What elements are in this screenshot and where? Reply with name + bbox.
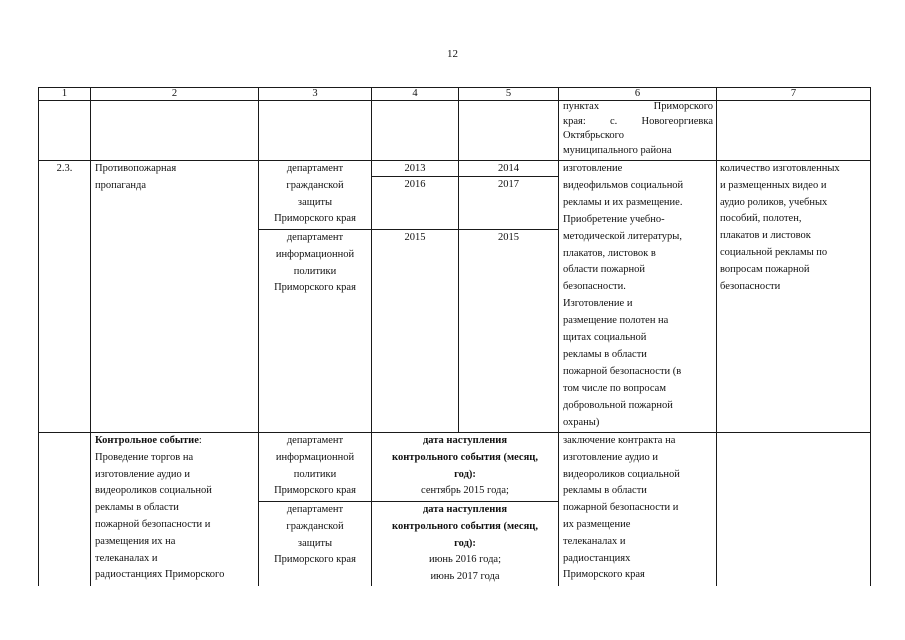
text-line: департамент [286,435,344,446]
end-year: 2015 [498,232,519,243]
activities-table [38,87,871,586]
date-value: июнь 2017 года [430,571,500,583]
text-line: края: с. Новогеоргиевка [563,115,713,127]
text-line: гражданской [286,179,344,191]
end-year: 2014 [498,163,519,174]
text-line: Приморского края [563,569,645,581]
control-event-label: Контрольное событие [95,435,199,446]
text-line: добровольной пожарной [563,399,673,411]
column-divider [716,87,717,586]
executor-department [259,433,371,500]
text-line: пожарной безопасности и [95,518,211,530]
text-line: видеороликов социальной [95,485,212,497]
text-line: охраны) [563,416,600,428]
header-cell: 5 [505,88,512,99]
executor-department [259,230,371,297]
text-line: дата наступления [422,435,508,446]
text-line: щитах социальной [563,332,647,344]
column-divider [458,87,459,433]
text-line: дата наступления [422,504,508,515]
text-line: Приморского края [274,554,356,566]
text-line: Приобретение учебно- [563,213,665,225]
text-line: их размещение [563,518,631,530]
text-line: рекламы в области [563,348,647,360]
text-line: защиты [297,196,333,208]
column-divider [558,87,559,586]
measures-description [563,161,715,432]
item-number: 2.3. [56,163,73,174]
text-line: контрольного события (месяц, [392,520,538,532]
text-line: информационной [275,451,355,463]
text-line: безопасности. [563,281,626,293]
start-year: 2015 [404,232,426,243]
text-line: том числе по вопросам [563,382,666,394]
text-line: размещения их на [95,535,176,547]
page-number: 12 [447,48,458,60]
start-year: 2016 [404,179,426,190]
text-line: телеканалах и [95,552,158,564]
header-divider [38,100,871,101]
text-line: изготовление аудио и [563,451,659,463]
text-line: Октябрьского [563,130,624,141]
text-line: политики [293,265,337,277]
date-value: сентябрь 2015 года; [421,485,509,497]
control-event-date [372,433,558,500]
text-line: размещение полотен на [563,315,669,327]
text-line: плакатов и листовок [720,230,811,242]
text-line: области пожарной [563,264,645,276]
text-line: муниципального района [563,144,672,156]
executor-department [259,161,371,228]
text-line: Приморского края [274,213,356,225]
control-event-heading [95,433,257,450]
text-line: год): [454,537,476,549]
header-cell: 3 [312,88,318,99]
header-cell: 1 [61,88,68,99]
text-line: департамент [286,504,344,515]
text-line: безопасности [720,280,781,292]
text-line: гражданской [286,520,344,532]
text-line: видеороликов социальной [563,468,680,480]
control-event-date [372,502,558,586]
text-line: рекламы и их размещение. [563,196,683,208]
text-line: изготовление [563,163,623,174]
text-line: видеофильмов социальной [563,179,684,191]
text-line: Изготовление и [563,298,633,310]
date-value: июнь 2016 года; [428,554,502,566]
text-line: пожарной безопасности (в [563,365,682,377]
item-title [95,161,255,195]
text-line: вопросам пожарной [720,263,810,275]
text-line: Противопожарная [95,163,177,174]
text-line: аудио роликов, учебных [720,196,828,208]
end-year: 2017 [498,179,519,190]
indicators-description [720,161,869,295]
text-line: год): [454,468,476,480]
text-line: политики [293,468,337,480]
text-line: социальной рекламы по [720,246,828,258]
control-event-label-suffix: : [198,435,202,446]
text-line: рекламы в области [563,485,647,497]
table-border-right [870,87,871,586]
text-line: изготовление аудио и [95,468,191,480]
text-line: информационной [275,248,355,260]
text-line: плакатов, листовок в [563,247,656,259]
text-line: Проведение торгов на [95,451,194,463]
text-line: Приморского края [274,485,356,497]
text-line: методической литературы, [563,230,682,242]
control-event-result [563,433,715,584]
text-line: пунктах Приморского [563,101,713,112]
text-line: количество изготовленных [720,163,840,174]
executor-department [259,502,371,569]
text-line: Приморского края [274,282,356,294]
text-line: защиты [297,537,333,549]
text-line: департамент [286,163,344,174]
continuation-measures-cell [563,100,713,160]
header-cell: 2 [171,88,178,99]
text-line: радиостанциях [563,552,631,564]
text-line: контрольного события (месяц, [392,451,538,463]
start-year: 2013 [404,163,426,174]
control-event-description [95,433,257,584]
header-cell: 7 [790,88,797,99]
text-line: пропаганда [95,179,146,191]
column-divider [90,87,91,586]
text-line: пособий, полотен, [720,213,802,225]
text-line: и размещенных видео и [720,179,827,191]
header-cell: 6 [634,88,641,99]
text-line: радиостанциях Приморского [95,569,225,581]
text-line: департамент [286,232,344,243]
header-cell: 4 [412,88,418,99]
text-line: пожарной безопасности и [563,502,679,514]
text-line: рекламы в области [95,502,179,514]
text-line: телеканалах и [563,535,626,547]
text-line: заключение контракта на [563,435,676,446]
